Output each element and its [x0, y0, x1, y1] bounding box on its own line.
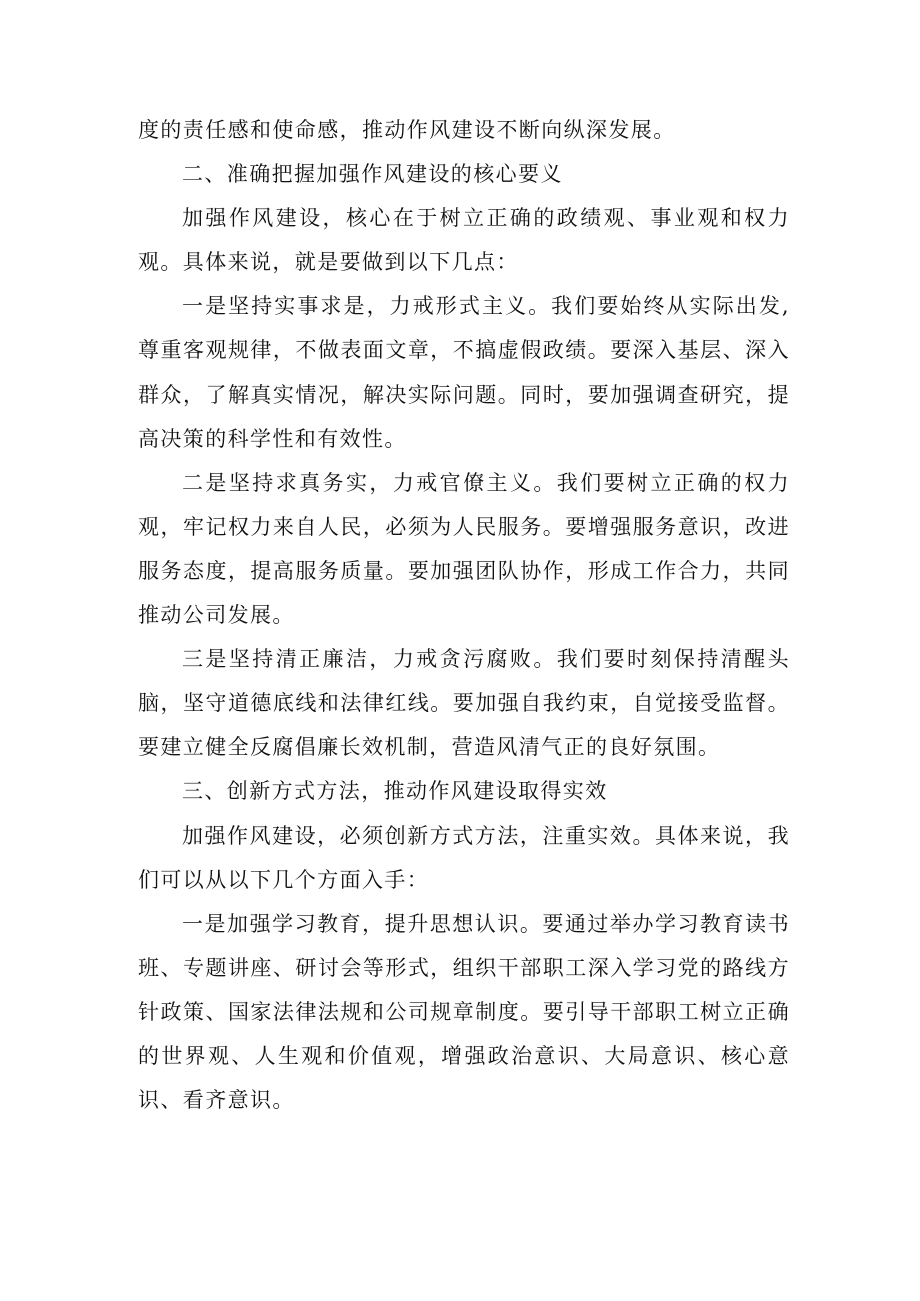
section-heading-2: 二、准确把握加强作风建设的核心要义: [182, 162, 563, 187]
paragraph: 加强作风建设，核心在于树立正确的政绩观、事业观和权力观。具体来说，就是要做到以下几点：: [138, 206, 790, 275]
section-heading-3: 三、创新方式方法，推动作风建设取得实效: [182, 779, 608, 804]
paragraph: 一是加强学习教育，提升思想认识。要通过举办学习教育读书班、专题讲座、研讨会等形式，组织干部职工深入学习党的路线方针政策、国家法律法规和公司规章制度。要引导干部职工树立正确的世界观、人生观和价值观，增强政治意识、大局意识、核心意识、看齐意识。: [138, 911, 790, 1113]
paragraph: 一是坚持实事求是，力戒形式主义。我们要始终从实际出发,尊重客观规律，不做表面文章，不搞虚假政绩。要深入基层、深入群众，了解真实情况，解决实际问题。同时，要加强调查研究，提高决策的科学性和有效性。: [138, 294, 790, 451]
paragraph-continuation: 度的责任感和使命感，推动作风建设不断向纵深发展。: [138, 118, 676, 142]
paragraph: 二是坚持求真务实，力戒官僚主义。我们要树立正确的权力观，牢记权力来自人民，必须为人民服务。要增强服务意识，改进服务态度，提高服务质量。要加强团队协作，形成工作合力，共同推动公司发展。: [138, 470, 790, 628]
paragraph: 加强作风建设，必须创新方式方法，注重实效。具体来说，我们可以从以下几个方面入手：: [138, 823, 790, 892]
paragraph: 三是坚持清正廉洁，力戒贪污腐败。我们要时刻保持清醒头脑，坚守道德底线和法律红线。要加强自我约束，自觉接受监督。要建立健全反腐倡廉长效机制，营造风清气正的良好氛围。: [138, 647, 790, 760]
document-body: [138, 108, 790, 1122]
